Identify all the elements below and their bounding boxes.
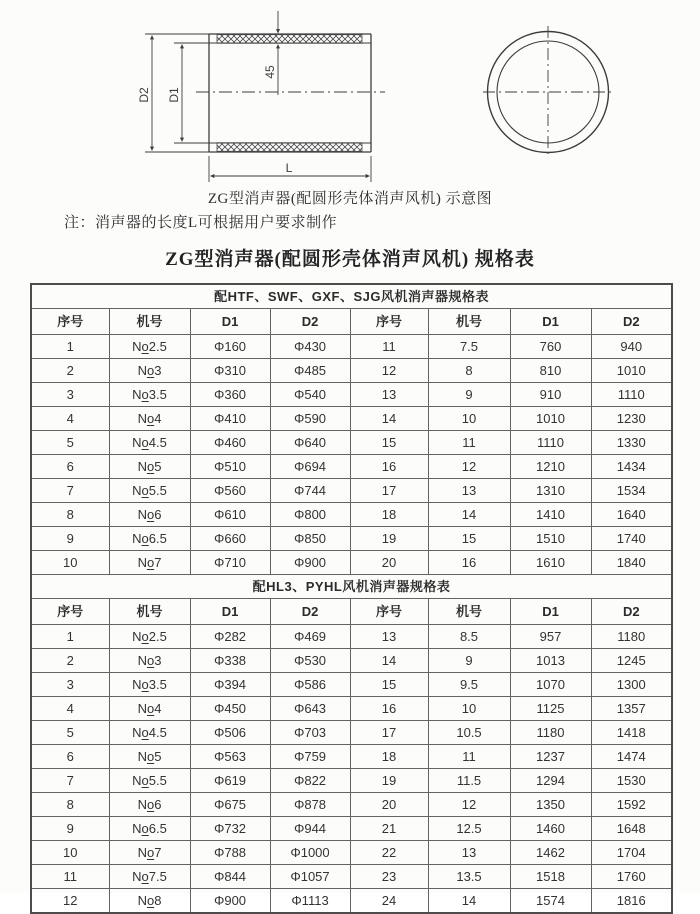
machine-no-cell: No4.5 <box>109 431 190 455</box>
table-row <box>31 649 672 673</box>
cell: Φ530 <box>270 649 350 673</box>
cell: 12 <box>350 359 428 383</box>
cell: 21 <box>350 817 428 841</box>
cell: 1704 <box>591 841 672 865</box>
cell: 1 <box>31 625 109 649</box>
diagram-note: 注：消声器的长度L可根据用户要求制作 <box>64 215 338 231</box>
table1-column-header-row <box>31 309 672 335</box>
cell: 12.5 <box>428 817 510 841</box>
cell: 15 <box>350 431 428 455</box>
cell: 17 <box>350 479 428 503</box>
table-row <box>31 841 672 865</box>
cell: 5 <box>31 431 109 455</box>
table2-group-header: 配HL3、PYHL风机消声器规格表 <box>31 575 672 599</box>
table-row <box>31 721 672 745</box>
column-header: 序号 <box>31 599 109 625</box>
cell: 7 <box>31 769 109 793</box>
column-header: 序号 <box>31 309 109 335</box>
table1-group-header-row <box>31 284 672 309</box>
cell: 3 <box>31 383 109 407</box>
cell: 15 <box>350 673 428 697</box>
cell: 8 <box>428 359 510 383</box>
cell: Φ643 <box>270 697 350 721</box>
machine-no-cell: No2.5 <box>109 625 190 649</box>
table-row <box>31 551 672 575</box>
cell: 1010 <box>510 407 591 431</box>
column-header: 机号 <box>109 599 190 625</box>
cell: 1760 <box>591 865 672 889</box>
cell: 22 <box>350 841 428 865</box>
cell: 1237 <box>510 745 591 769</box>
cell: 1518 <box>510 865 591 889</box>
machine-no-cell: No5.5 <box>109 479 190 503</box>
cell: Φ844 <box>190 865 270 889</box>
cell: 11.5 <box>428 769 510 793</box>
cell: 16 <box>350 455 428 479</box>
cell: 1180 <box>510 721 591 745</box>
cell: 14 <box>428 889 510 914</box>
cell: 1294 <box>510 769 591 793</box>
cell: 957 <box>510 625 591 649</box>
cell: Φ660 <box>190 527 270 551</box>
cell: Φ710 <box>190 551 270 575</box>
cell: 1740 <box>591 527 672 551</box>
cell: Φ850 <box>270 527 350 551</box>
cell: Φ540 <box>270 383 350 407</box>
table-row <box>31 889 672 914</box>
cell: Φ800 <box>270 503 350 527</box>
cell: 13 <box>428 479 510 503</box>
cell: 810 <box>510 359 591 383</box>
column-header: D1 <box>510 309 591 335</box>
spec-table <box>30 283 673 914</box>
cell: 12 <box>428 455 510 479</box>
table-row <box>31 431 672 455</box>
cell: Φ703 <box>270 721 350 745</box>
cell: 1648 <box>591 817 672 841</box>
cell: Φ394 <box>190 673 270 697</box>
table-row <box>31 817 672 841</box>
cell: 9 <box>428 383 510 407</box>
cell: 9 <box>31 817 109 841</box>
d1-label: D1 <box>167 87 181 103</box>
cell: Φ788 <box>190 841 270 865</box>
cell: 18 <box>350 503 428 527</box>
cell: 11 <box>350 335 428 359</box>
cell: 6 <box>31 745 109 769</box>
cell: Φ485 <box>270 359 350 383</box>
cell: 3 <box>31 673 109 697</box>
cell: Φ160 <box>190 335 270 359</box>
cell: 10 <box>428 697 510 721</box>
cell: Φ410 <box>190 407 270 431</box>
cell: 1070 <box>510 673 591 697</box>
spec-table-wrap <box>30 283 671 914</box>
cell: Φ822 <box>270 769 350 793</box>
table-row <box>31 383 672 407</box>
d2-label: D2 <box>137 87 151 103</box>
cell: 11 <box>31 865 109 889</box>
cell: 1418 <box>591 721 672 745</box>
diagram-caption: ZG型消声器(配圆形壳体消声风机) 示意图 <box>207 191 493 207</box>
sound-absorbing-lining-bottom <box>217 143 362 152</box>
page-title: ZG型消声器(配圆形壳体消声风机) 规格表 <box>165 249 535 270</box>
cell: Φ694 <box>270 455 350 479</box>
cell: Φ619 <box>190 769 270 793</box>
machine-no-cell: No3 <box>109 649 190 673</box>
cell: 1310 <box>510 479 591 503</box>
table-row <box>31 503 672 527</box>
cell: Φ563 <box>190 745 270 769</box>
table-row <box>31 697 672 721</box>
cell: 15 <box>428 527 510 551</box>
machine-no-cell: No3.5 <box>109 383 190 407</box>
cell: 7.5 <box>428 335 510 359</box>
cell: 16 <box>350 697 428 721</box>
cell: 13 <box>350 383 428 407</box>
cell: Φ900 <box>270 551 350 575</box>
cell: 9 <box>428 649 510 673</box>
column-header: D1 <box>190 599 270 625</box>
machine-no-cell: No4.5 <box>109 721 190 745</box>
cell: Φ560 <box>190 479 270 503</box>
cell: 1410 <box>510 503 591 527</box>
cell: 1125 <box>510 697 591 721</box>
cell: Φ450 <box>190 697 270 721</box>
cell: 12 <box>31 889 109 914</box>
cell: 8 <box>31 793 109 817</box>
cell: 2 <box>31 359 109 383</box>
cell: 1110 <box>510 431 591 455</box>
cell: 10 <box>31 841 109 865</box>
cell: 1350 <box>510 793 591 817</box>
table-row <box>31 407 672 431</box>
cell: 1534 <box>591 479 672 503</box>
cell: Φ732 <box>190 817 270 841</box>
cell: 11 <box>428 745 510 769</box>
cell: 1 <box>31 335 109 359</box>
cell: 14 <box>428 503 510 527</box>
table-row <box>31 455 672 479</box>
cell: 7 <box>31 479 109 503</box>
column-header: D1 <box>190 309 270 335</box>
machine-no-cell: No7 <box>109 841 190 865</box>
cell: 1434 <box>591 455 672 479</box>
cell: Φ460 <box>190 431 270 455</box>
cell: 1530 <box>591 769 672 793</box>
column-header: 机号 <box>109 309 190 335</box>
cell: 1010 <box>591 359 672 383</box>
machine-no-cell: No5.5 <box>109 769 190 793</box>
cell: 19 <box>350 527 428 551</box>
cell: Φ1113 <box>270 889 350 914</box>
cell: 8 <box>31 503 109 527</box>
column-header: D2 <box>591 599 672 625</box>
cell: 13.5 <box>428 865 510 889</box>
column-header: D2 <box>270 599 350 625</box>
column-header: 机号 <box>428 599 510 625</box>
cell: 1110 <box>591 383 672 407</box>
cell: 6 <box>31 455 109 479</box>
cell: 1574 <box>510 889 591 914</box>
cell: 4 <box>31 697 109 721</box>
cell: Φ610 <box>190 503 270 527</box>
cell: 1592 <box>591 793 672 817</box>
cell: Φ590 <box>270 407 350 431</box>
cell: Φ469 <box>270 625 350 649</box>
cell: 10 <box>31 551 109 575</box>
column-header: D2 <box>591 309 672 335</box>
cell: 9.5 <box>428 673 510 697</box>
machine-no-cell: No7 <box>109 551 190 575</box>
cell: 18 <box>350 745 428 769</box>
muffler-diagram <box>0 0 700 190</box>
cell: Φ944 <box>270 817 350 841</box>
column-header: D1 <box>510 599 591 625</box>
muffler-side-view <box>196 34 385 152</box>
sound-absorbing-lining-top <box>217 35 362 44</box>
cell: 1230 <box>591 407 672 431</box>
table-row <box>31 769 672 793</box>
cell: 11 <box>428 431 510 455</box>
cell: Φ282 <box>190 625 270 649</box>
cell: Φ430 <box>270 335 350 359</box>
machine-no-cell: No3 <box>109 359 190 383</box>
column-header: 序号 <box>350 599 428 625</box>
cell: 1462 <box>510 841 591 865</box>
machine-no-cell: No2.5 <box>109 335 190 359</box>
table-row <box>31 625 672 649</box>
cell: 1510 <box>510 527 591 551</box>
cell: 20 <box>350 551 428 575</box>
machine-no-cell: No6.5 <box>109 817 190 841</box>
machine-no-cell: No6 <box>109 503 190 527</box>
cell: 13 <box>350 625 428 649</box>
table2-group-header-row <box>31 575 672 599</box>
cell: 1474 <box>591 745 672 769</box>
cell: Φ338 <box>190 649 270 673</box>
table-row <box>31 865 672 889</box>
cell: 1610 <box>510 551 591 575</box>
cell: 1245 <box>591 649 672 673</box>
table1-group-header: 配HTF、SWF、GXF、SJG风机消声器规格表 <box>31 284 672 309</box>
cell: 1013 <box>510 649 591 673</box>
cell: Φ1000 <box>270 841 350 865</box>
machine-no-cell: No4 <box>109 697 190 721</box>
cell: Φ360 <box>190 383 270 407</box>
length-label: L <box>285 161 293 175</box>
cell: 14 <box>350 407 428 431</box>
cell: 2 <box>31 649 109 673</box>
column-header: 序号 <box>350 309 428 335</box>
column-header: D2 <box>270 309 350 335</box>
machine-no-cell: No5 <box>109 745 190 769</box>
machine-no-cell: No8 <box>109 889 190 914</box>
cell: 1357 <box>591 697 672 721</box>
cell: Φ1057 <box>270 865 350 889</box>
table-row <box>31 335 672 359</box>
cell: 760 <box>510 335 591 359</box>
table1-section <box>31 284 672 575</box>
cell: 1330 <box>591 431 672 455</box>
machine-no-cell: No3.5 <box>109 673 190 697</box>
table-row <box>31 359 672 383</box>
cell: 13 <box>428 841 510 865</box>
cell: 10 <box>428 407 510 431</box>
cell: 10.5 <box>428 721 510 745</box>
cell: Φ640 <box>270 431 350 455</box>
machine-no-cell: No4 <box>109 407 190 431</box>
cell: Φ900 <box>190 889 270 914</box>
cell: 4 <box>31 407 109 431</box>
cell: 940 <box>591 335 672 359</box>
cell: 1300 <box>591 673 672 697</box>
cell: 16 <box>428 551 510 575</box>
cell: 12 <box>428 793 510 817</box>
cell: Φ586 <box>270 673 350 697</box>
table-row <box>31 793 672 817</box>
machine-no-cell: No6.5 <box>109 527 190 551</box>
machine-no-cell: No7.5 <box>109 865 190 889</box>
cell: 910 <box>510 383 591 407</box>
cell: 19 <box>350 769 428 793</box>
cell: 8.5 <box>428 625 510 649</box>
table2-column-header-row <box>31 599 672 625</box>
cell: 5 <box>31 721 109 745</box>
cell: 1840 <box>591 551 672 575</box>
cell: 9 <box>31 527 109 551</box>
cell: 20 <box>350 793 428 817</box>
cell: 17 <box>350 721 428 745</box>
cell: Φ675 <box>190 793 270 817</box>
cell: 1640 <box>591 503 672 527</box>
cell: 1816 <box>591 889 672 914</box>
muffler-end-view <box>483 26 613 158</box>
table-row <box>31 745 672 769</box>
cell: 14 <box>350 649 428 673</box>
cell: 1210 <box>510 455 591 479</box>
cell: Φ310 <box>190 359 270 383</box>
table-row <box>31 673 672 697</box>
lining-thickness-label: 45 <box>263 65 277 79</box>
table2-section <box>31 575 672 914</box>
cell: 24 <box>350 889 428 914</box>
table-row <box>31 479 672 503</box>
cell: Φ759 <box>270 745 350 769</box>
cell: 1180 <box>591 625 672 649</box>
column-header: 机号 <box>428 309 510 335</box>
table-row <box>31 527 672 551</box>
machine-no-cell: No5 <box>109 455 190 479</box>
cell: Φ744 <box>270 479 350 503</box>
cell: Φ878 <box>270 793 350 817</box>
cell: Φ506 <box>190 721 270 745</box>
cell: Φ510 <box>190 455 270 479</box>
cell: 1460 <box>510 817 591 841</box>
cell: 23 <box>350 865 428 889</box>
machine-no-cell: No6 <box>109 793 190 817</box>
